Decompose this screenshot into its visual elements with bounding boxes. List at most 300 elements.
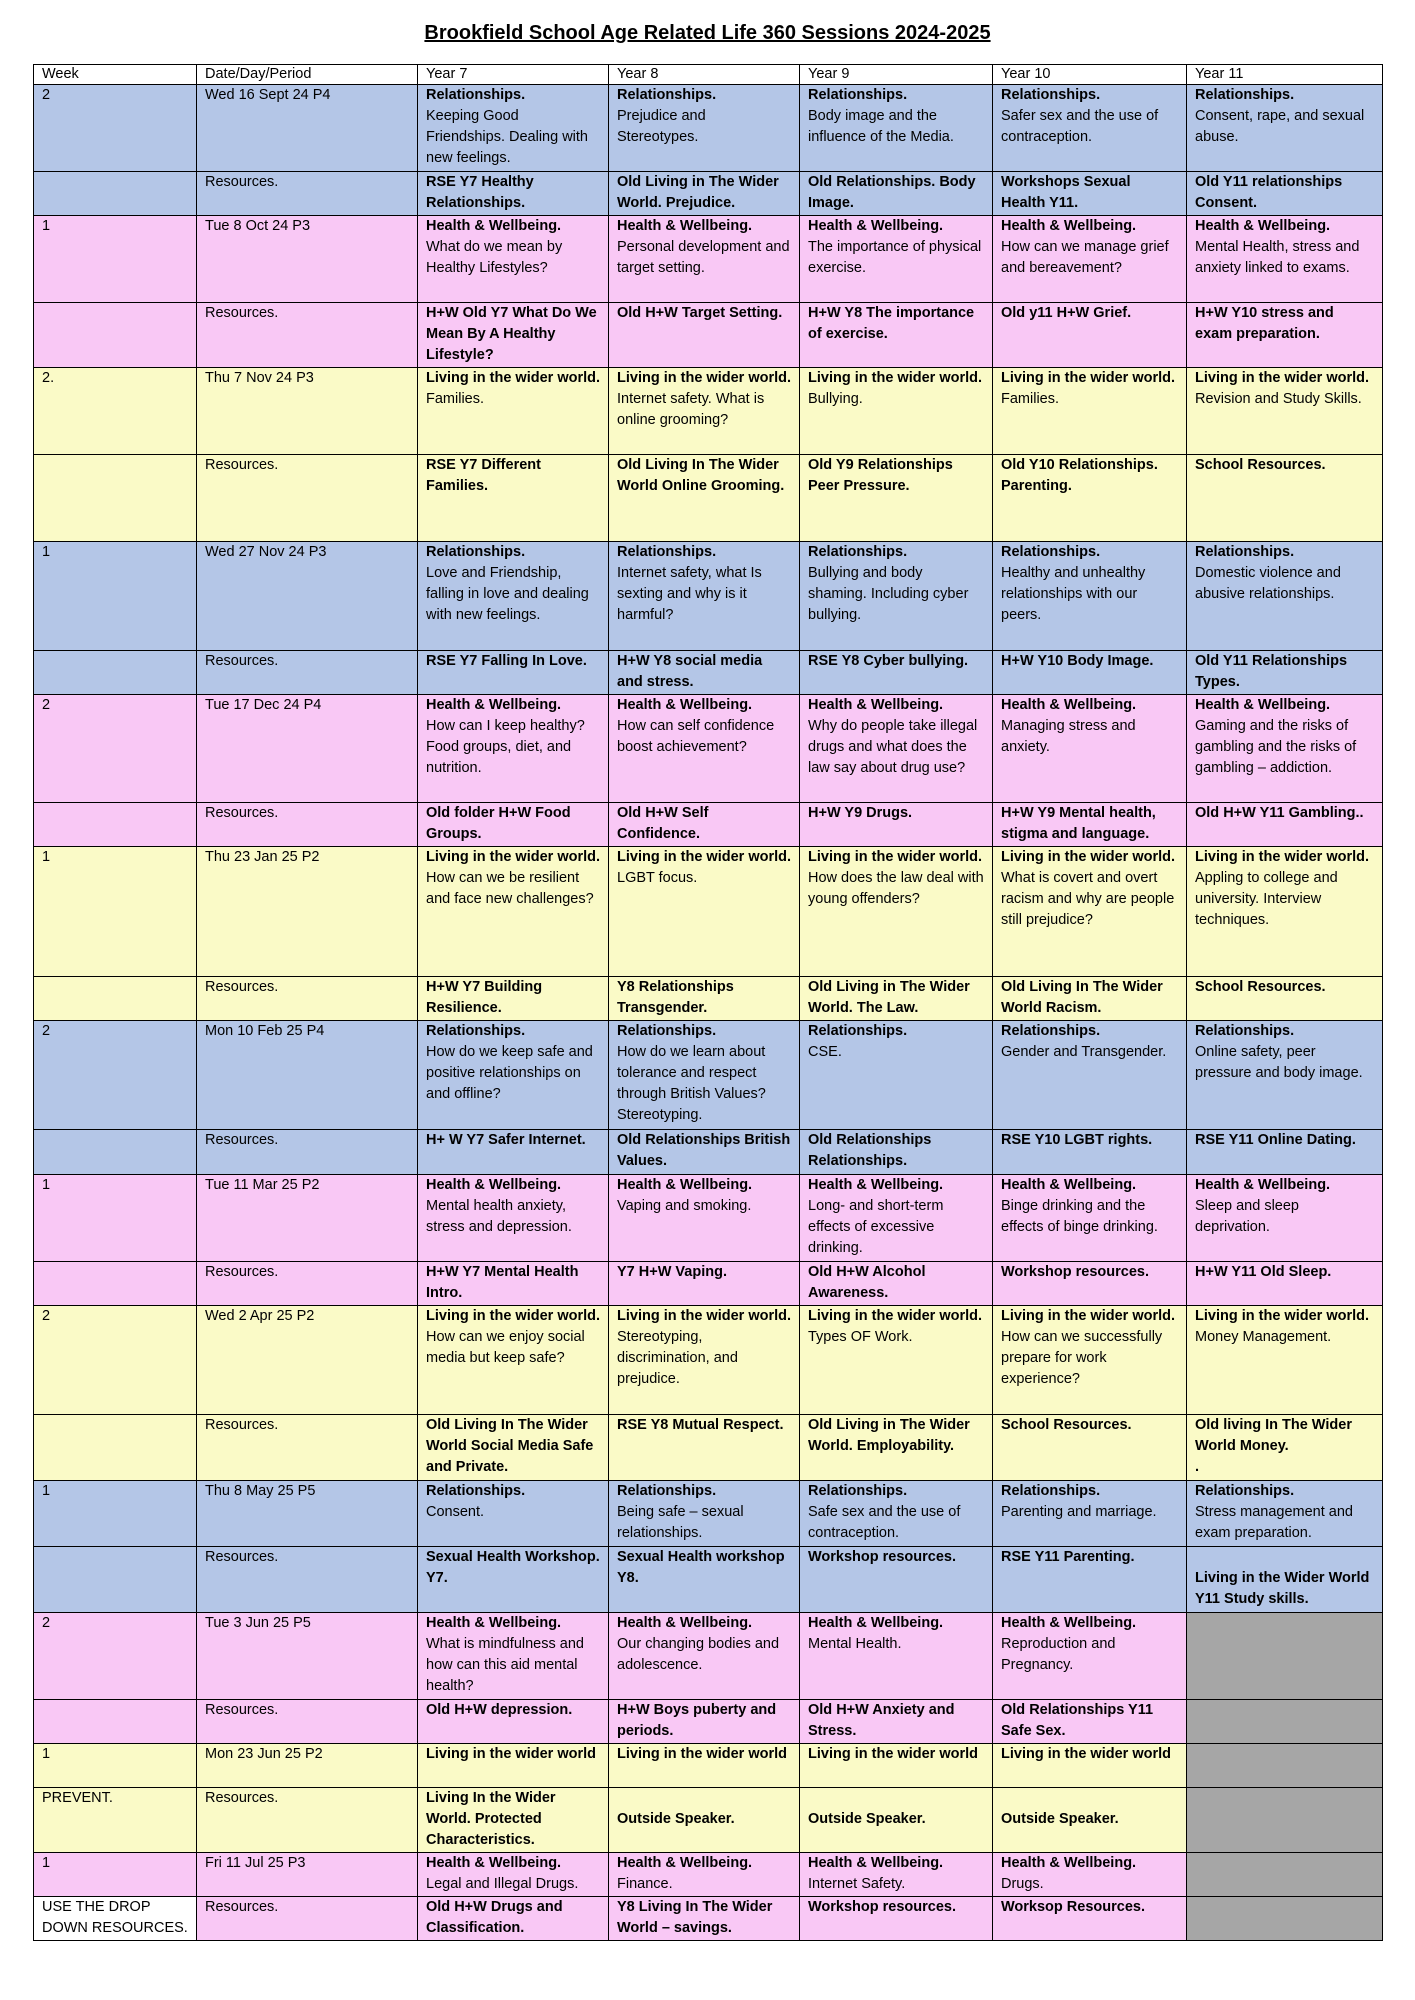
resource-title: H+W Y8 The importance of exercise. (808, 305, 975, 343)
year-9-cell (800, 1261, 993, 1305)
year-8-cell (609, 1305, 800, 1414)
year-7-cell (418, 303, 609, 368)
year-7-cell (418, 216, 609, 303)
session-description: Appling to college and university. Interview techniques. (1195, 870, 1338, 929)
resource-title: Y8 Relationships Transgender. (617, 979, 734, 1017)
session-description: Gaming and the risks of gambling and the risks of gambling – addiction. (1195, 718, 1357, 777)
resource-title: Old H+W depression. (426, 1701, 573, 1718)
session-description: Sleep and sleep deprivation. (1195, 1197, 1299, 1235)
session-description: Stress management and exam preparation. (1195, 1503, 1353, 1541)
session-row (34, 847, 1383, 977)
year-11-cell (1187, 1305, 1383, 1414)
year-10-cell (993, 1480, 1187, 1546)
session-description: Body image and the influence of the Media. (808, 108, 954, 145)
empty-cell (1187, 1612, 1383, 1699)
resource-title: Old Living in The Wider World. Employability. (808, 1416, 970, 1454)
resource-title: H+W Y7 Building Resilience. (426, 979, 543, 1017)
year-10-cell (993, 542, 1187, 651)
session-topic: Health & Wellbeing. (1001, 1854, 1137, 1871)
year-8-cell (609, 1699, 800, 1743)
year-11-cell (1187, 651, 1383, 695)
year-11-cell (1187, 216, 1383, 303)
year-11-cell (1187, 1480, 1383, 1546)
session-row (34, 1021, 1383, 1130)
year-9-cell (800, 172, 993, 216)
session-description: Healthy and unhealthy relationships with our peers. (1001, 565, 1146, 624)
session-topic: Living in the wider world. (1195, 370, 1370, 387)
session-topic: Health & Wellbeing. (808, 1854, 944, 1871)
resource-title: Old Relationships British Values. (617, 1132, 791, 1170)
year-8-cell (609, 1021, 800, 1130)
year-8-cell (609, 1896, 800, 1940)
year-7-cell (418, 1305, 609, 1414)
session-topic: Health & Wellbeing. (426, 1854, 562, 1871)
resource-title: Old Living In The Wider World Social Media Safe and Private. (426, 1416, 594, 1475)
session-topic: Relationships. (617, 544, 717, 561)
resource-title: Outside Speaker. (1001, 1810, 1119, 1827)
document-title: Brookfield School Age Related Life 360 Sessions 2024-2025 (424, 22, 991, 44)
year-8-cell (609, 1852, 800, 1896)
date-cell: Mon 10 Feb 25 P4 (197, 1021, 418, 1130)
week-cell: 1 (34, 1743, 197, 1787)
session-topic: Health & Wellbeing. (617, 1614, 753, 1631)
week-cell: 2. (34, 368, 197, 455)
week-cell: PREVENT. (34, 1787, 197, 1852)
year-8-cell (609, 847, 800, 977)
year-10-cell (993, 847, 1187, 977)
resource-title: Old Relationships Y11 Safe Sex. (1001, 1701, 1154, 1739)
year-8-cell (609, 368, 800, 455)
resources-row (34, 1414, 1383, 1480)
year-10-cell (993, 368, 1187, 455)
header-year-10: Year 10 (993, 65, 1187, 85)
resource-title: Old H+W Drugs and Classification. (426, 1898, 563, 1936)
empty-cell (1187, 1896, 1383, 1940)
resource-title: Old H+W Anxiety and Stress. (808, 1701, 955, 1739)
year-8-cell (609, 1787, 800, 1852)
session-description: How can we manage grief and bereavement? (1001, 239, 1169, 277)
year-8-cell (609, 303, 800, 368)
session-description: How can self confidence boost achievement? (617, 718, 775, 756)
resource-title: Old Living in The Wider World. Prejudice. (617, 174, 779, 212)
year-10-cell (993, 1174, 1187, 1261)
year-9-cell (800, 542, 993, 651)
session-topic: Living in the wider world (808, 1745, 978, 1762)
resource-title: Old Relationships Relationships. (808, 1132, 932, 1170)
session-description: How can we enjoy social media but keep safe? (426, 1328, 585, 1366)
session-topic: Living in the wider world. (1001, 849, 1176, 866)
resource-title: Old Y11 Relationships Types. (1195, 653, 1348, 691)
session-description: How can we successfully prepare for work experience? (1001, 1328, 1163, 1387)
year-7-cell (418, 1896, 609, 1940)
year-11-cell (1187, 303, 1383, 368)
header-row (34, 65, 1383, 85)
week-cell (34, 303, 197, 368)
week-cell (34, 1546, 197, 1612)
year-8-cell (609, 1414, 800, 1480)
week-cell: 1 (34, 1852, 197, 1896)
year-7-cell (418, 1852, 609, 1896)
year-9-cell (800, 1414, 993, 1480)
year-7-cell (418, 1787, 609, 1852)
session-topic: Health & Wellbeing. (808, 1614, 944, 1631)
session-description: Families. (426, 391, 485, 408)
resources-label: Resources. (197, 1699, 418, 1743)
session-topic: Relationships. (426, 87, 526, 103)
session-topic: Health & Wellbeing. (426, 1614, 562, 1631)
week-cell (34, 455, 197, 542)
session-topic: Relationships. (1195, 1482, 1295, 1499)
week-cell: 2 (34, 1305, 197, 1414)
year-9-cell (800, 1743, 993, 1787)
session-description: Vaping and smoking. (617, 1197, 752, 1214)
resource-title: Old folder H+W Food Groups. (426, 805, 571, 843)
year-7-cell (418, 1414, 609, 1480)
session-topic: Living in the wider world. (1001, 370, 1176, 387)
year-9-cell (800, 1546, 993, 1612)
year-10-cell (993, 1546, 1187, 1612)
session-description: Our changing bodies and adolescence. (617, 1635, 780, 1673)
session-description: Prejudice and Stereotypes. (617, 108, 706, 145)
year-10-cell (993, 1852, 1187, 1896)
session-row (34, 542, 1383, 651)
session-topic: Relationships. (1195, 544, 1295, 561)
resource-title: Old H+W Self Confidence. (617, 805, 709, 843)
session-topic: Health & Wellbeing. (1195, 218, 1331, 235)
session-topic: Relationships. (808, 1482, 908, 1499)
session-topic: Living in the wider world. (426, 849, 601, 866)
year-8-cell (609, 803, 800, 847)
session-topic: Relationships. (808, 544, 908, 561)
year-7-cell (418, 651, 609, 695)
week-cell: 2 (34, 85, 197, 172)
year-8-cell (609, 216, 800, 303)
year-8-cell (609, 695, 800, 803)
session-topic: Relationships. (1001, 1023, 1101, 1040)
session-description: Consent, rape, and sexual abuse. (1195, 108, 1365, 145)
resources-label: Resources. (197, 977, 418, 1021)
year-9-cell (800, 85, 993, 172)
session-row (34, 1174, 1383, 1261)
year-9-cell (800, 977, 993, 1021)
session-topic: Living in the wider world. (617, 1307, 792, 1324)
year-7-cell (418, 1546, 609, 1612)
empty-cell (1187, 1743, 1383, 1787)
session-description: Personal development and target setting. (617, 239, 790, 277)
year-10-cell (993, 1021, 1187, 1130)
session-topic: Living in the wider world. (1001, 1307, 1176, 1324)
date-cell: Tue 3 Jun 25 P5 (197, 1612, 418, 1699)
session-row (34, 695, 1383, 803)
resources-label: Resources. (197, 1130, 418, 1174)
year-8-cell (609, 172, 800, 216)
session-topic: Relationships. (426, 1023, 526, 1040)
resource-title: Living In the Wider World. Protected Characteristics. (426, 1789, 556, 1848)
year-7-cell (418, 847, 609, 977)
year-7-cell (418, 455, 609, 542)
session-description: Online safety, peer pressure and body image. (1195, 1044, 1363, 1082)
year-10-cell (993, 303, 1187, 368)
year-10-cell (993, 172, 1187, 216)
week-cell: 1 (34, 1480, 197, 1546)
resource-title: Workshop resources. (808, 1548, 957, 1565)
session-topic: Living in the wider world (617, 1745, 787, 1762)
week-cell: 1 (34, 216, 197, 303)
year-10-cell (993, 1261, 1187, 1305)
session-topic: Relationships. (426, 544, 526, 561)
session-topic: Relationships. (617, 1023, 717, 1040)
resource-title: Old y11 H+W Grief. (1001, 305, 1132, 322)
week-cell (34, 1130, 197, 1174)
year-11-cell (1187, 85, 1383, 172)
resource-title: H+ W Y7 Safer Internet. (426, 1132, 586, 1149)
resource-title: Y7 H+W Vaping. (617, 1263, 727, 1280)
year-11-cell (1187, 1130, 1383, 1174)
week-cell (34, 172, 197, 216)
session-topic: Health & Wellbeing. (1001, 1176, 1137, 1193)
resource-title: H+W Y10 stress and exam preparation. (1195, 305, 1334, 343)
year-7-cell (418, 368, 609, 455)
year-8-cell (609, 1546, 800, 1612)
year-11-cell (1187, 172, 1383, 216)
year-9-cell (800, 651, 993, 695)
resources-row (34, 455, 1383, 542)
session-description: LGBT focus. (617, 870, 698, 887)
year-7-cell (418, 1480, 609, 1546)
session-topic: Health & Wellbeing. (426, 697, 562, 714)
year-7-cell (418, 803, 609, 847)
session-topic: Living in the wider world. (808, 849, 983, 866)
resource-title: RSE Y7 Falling In Love. (426, 653, 587, 670)
year-8-cell (609, 455, 800, 542)
resource-title: Y8 Living In The Wider World – savings. (617, 1898, 773, 1936)
year-11-cell (1187, 1174, 1383, 1261)
empty-cell (1187, 1787, 1383, 1852)
year-7-cell (418, 1261, 609, 1305)
resource-title: RSE Y11 Online Dating. (1195, 1132, 1356, 1149)
resources-label: Resources. (197, 1896, 418, 1940)
week-cell (34, 977, 197, 1021)
header-year-8: Year 8 (609, 65, 800, 85)
session-row (34, 85, 1383, 172)
session-description: Mental health anxiety, stress and depression. (426, 1197, 572, 1235)
resource-title: RSE Y7 Healthy Relationships. (426, 174, 534, 212)
resource-title: RSE Y7 Different Families. (426, 457, 541, 495)
resources-row (34, 1699, 1383, 1743)
resource-title: Old Y10 Relationships. Parenting. (1001, 457, 1158, 495)
header-date: Date/Day/Period (197, 65, 418, 85)
year-10-cell (993, 1896, 1187, 1940)
year-11-cell (1187, 695, 1383, 803)
resource-title: H+W Boys puberty and periods. (617, 1701, 777, 1739)
resource-title: RSE Y10 LGBT rights. (1001, 1132, 1153, 1149)
year-11-cell (1187, 847, 1383, 977)
year-10-cell (993, 695, 1187, 803)
date-cell: Wed 16 Sept 24 P4 (197, 85, 418, 172)
resources-row (34, 1261, 1383, 1305)
resource-title: Worksop Resources. (1001, 1898, 1145, 1915)
resource-title: RSE Y11 Parenting. (1001, 1548, 1135, 1565)
year-10-cell (993, 1743, 1187, 1787)
year-8-cell (609, 977, 800, 1021)
resource-title: Old Y9 Relationships Peer Pressure. (808, 457, 953, 495)
year-11-cell (1187, 542, 1383, 651)
session-description: Being safe – sexual relationships. (617, 1503, 744, 1541)
session-row (34, 1305, 1383, 1414)
year-9-cell (800, 303, 993, 368)
session-description: Domestic violence and abusive relationships. (1195, 565, 1341, 603)
week-cell: 2 (34, 1612, 197, 1699)
session-topic: Relationships. (1001, 1482, 1101, 1499)
year-10-cell (993, 1699, 1187, 1743)
resources-label: Resources. (197, 1261, 418, 1305)
year-11-cell (1187, 368, 1383, 455)
session-topic: Relationships. (1195, 87, 1295, 103)
session-description: How do we learn about tolerance and respect through British Values? Stereotyping. (617, 1044, 766, 1124)
session-description: CSE. (808, 1044, 842, 1061)
resources-row (34, 1787, 1383, 1852)
year-9-cell (800, 1480, 993, 1546)
session-topic: Relationships. (617, 1482, 717, 1499)
resource-title: School Resources. (1001, 1416, 1132, 1433)
resource-title: Old H+W Alcohol Awareness. (808, 1263, 926, 1301)
week-cell: 2 (34, 1021, 197, 1130)
empty-cell (1187, 1699, 1383, 1743)
year-10-cell (993, 651, 1187, 695)
session-topic: Living in the wider world. (808, 370, 983, 387)
year-10-cell (993, 1787, 1187, 1852)
session-description: Safe sex and the use of contraception. (808, 1503, 961, 1541)
resources-label: Resources. (197, 172, 418, 216)
year-11-cell (1187, 1261, 1383, 1305)
session-topic: Living in the wider world. (1195, 849, 1370, 866)
resources-label: Resources. (197, 1546, 418, 1612)
resource-title: H+W Old Y7 What Do We Mean By A Healthy Lifestyle? (426, 305, 597, 364)
header-week: Week (34, 65, 197, 85)
resource-title: School Resources. (1195, 979, 1326, 996)
resource-title: Sexual Health workshop Y8. (617, 1548, 785, 1586)
session-topic: Living in the wider world (1001, 1745, 1171, 1762)
session-topic: Health & Wellbeing. (808, 1176, 944, 1193)
year-10-cell (993, 1130, 1187, 1174)
year-11-cell (1187, 1546, 1383, 1612)
session-row (34, 1612, 1383, 1699)
year-9-cell (800, 803, 993, 847)
resource-title: Old H+W Target Setting. (617, 305, 783, 322)
session-topic: Health & Wellbeing. (426, 1176, 562, 1193)
session-description: Bullying and body shaming. Including cyber bullying. (808, 565, 969, 624)
resource-title: Workshops Sexual Health Y11. (1001, 174, 1131, 212)
year-7-cell (418, 1743, 609, 1787)
session-description: How does the law deal with young offenders? (808, 870, 984, 908)
session-description: How can I keep healthy? Food groups, diet, and nutrition. (426, 718, 585, 777)
year-10-cell (993, 1414, 1187, 1480)
year-9-cell (800, 1130, 993, 1174)
year-9-cell (800, 1852, 993, 1896)
session-topic: Health & Wellbeing. (1195, 1176, 1331, 1193)
session-description: What is covert and overt racism and why are people still prejudice? (1001, 870, 1175, 929)
session-topic: Health & Wellbeing. (808, 218, 944, 235)
resources-row (34, 977, 1383, 1021)
year-10-cell (993, 803, 1187, 847)
resource-title: Living in the Wider World Y11 Study skills. (1195, 1569, 1370, 1607)
session-topic: Relationships. (808, 87, 908, 103)
year-9-cell (800, 1787, 993, 1852)
week-cell (34, 803, 197, 847)
session-description: Safer sex and the use of contraception. (1001, 108, 1159, 145)
year-9-cell (800, 847, 993, 977)
session-description: Families. (1001, 391, 1060, 408)
session-topic: Living in the wider world. (426, 370, 601, 387)
resource-title: Old Living In The Wider World Racism. (1001, 979, 1163, 1017)
year-10-cell (993, 1305, 1187, 1414)
date-cell: Thu 7 Nov 24 P3 (197, 368, 418, 455)
resource-title: H+W Y11 Old Sleep. (1195, 1263, 1332, 1280)
resources-label: Resources. (197, 455, 418, 542)
session-row (34, 1743, 1383, 1787)
year-8-cell (609, 542, 800, 651)
year-11-cell (1187, 455, 1383, 542)
date-cell: Fri 11 Jul 25 P3 (197, 1852, 418, 1896)
year-9-cell (800, 1896, 993, 1940)
session-topic: Living in the wider world. (1195, 1307, 1370, 1324)
session-description: Drugs. (1001, 1875, 1044, 1892)
session-topic: Relationships. (1001, 544, 1101, 561)
session-topic: Health & Wellbeing. (426, 218, 562, 235)
resource-title: Workshop resources. (808, 1898, 957, 1915)
year-10-cell (993, 1612, 1187, 1699)
session-row (34, 1480, 1383, 1546)
session-row (34, 368, 1383, 455)
year-10-cell (993, 85, 1187, 172)
resources-row (34, 303, 1383, 368)
year-8-cell (609, 1261, 800, 1305)
year-10-cell (993, 977, 1187, 1021)
resource-title: Old Y11 relationships Consent. (1195, 174, 1343, 212)
session-topic: Relationships. (617, 87, 717, 103)
session-topic: Relationships. (426, 1482, 526, 1499)
resource-title: H+W Y8 social media and stress. (617, 653, 763, 691)
week-cell: 1 (34, 847, 197, 977)
resources-label: Resources. (197, 651, 418, 695)
session-description: Money Management. (1195, 1328, 1332, 1345)
year-7-cell (418, 1699, 609, 1743)
session-description: The importance of physical exercise. (808, 239, 982, 277)
week-cell (34, 1414, 197, 1480)
session-row (34, 1852, 1383, 1896)
sessions-table (33, 64, 1383, 1941)
resource-title: Workshop resources. (1001, 1263, 1150, 1280)
year-8-cell (609, 1743, 800, 1787)
session-topic: Relationships. (1195, 1023, 1295, 1040)
year-9-cell (800, 1021, 993, 1130)
session-topic: Health & Wellbeing. (617, 697, 753, 714)
date-cell: Tue 8 Oct 24 P3 (197, 216, 418, 303)
resource-title: Old Living in The Wider World. The Law. (808, 979, 970, 1017)
year-9-cell (800, 368, 993, 455)
year-9-cell (800, 1174, 993, 1261)
resource-title: Old living In The Wider World Money. . (1195, 1416, 1352, 1475)
year-9-cell (800, 1699, 993, 1743)
resource-title: RSE Y8 Cyber bullying. (808, 653, 969, 670)
session-topic: Relationships. (1001, 87, 1101, 103)
session-topic: Living in the wider world. (426, 1307, 601, 1324)
header-year-9: Year 9 (800, 65, 993, 85)
week-cell: 1 (34, 542, 197, 651)
resource-title: Sexual Health Workshop. Y7. (426, 1548, 600, 1586)
resource-title: H+W Y9 Mental health, stigma and language. (1001, 805, 1156, 843)
date-cell: Mon 23 Jun 25 P2 (197, 1743, 418, 1787)
